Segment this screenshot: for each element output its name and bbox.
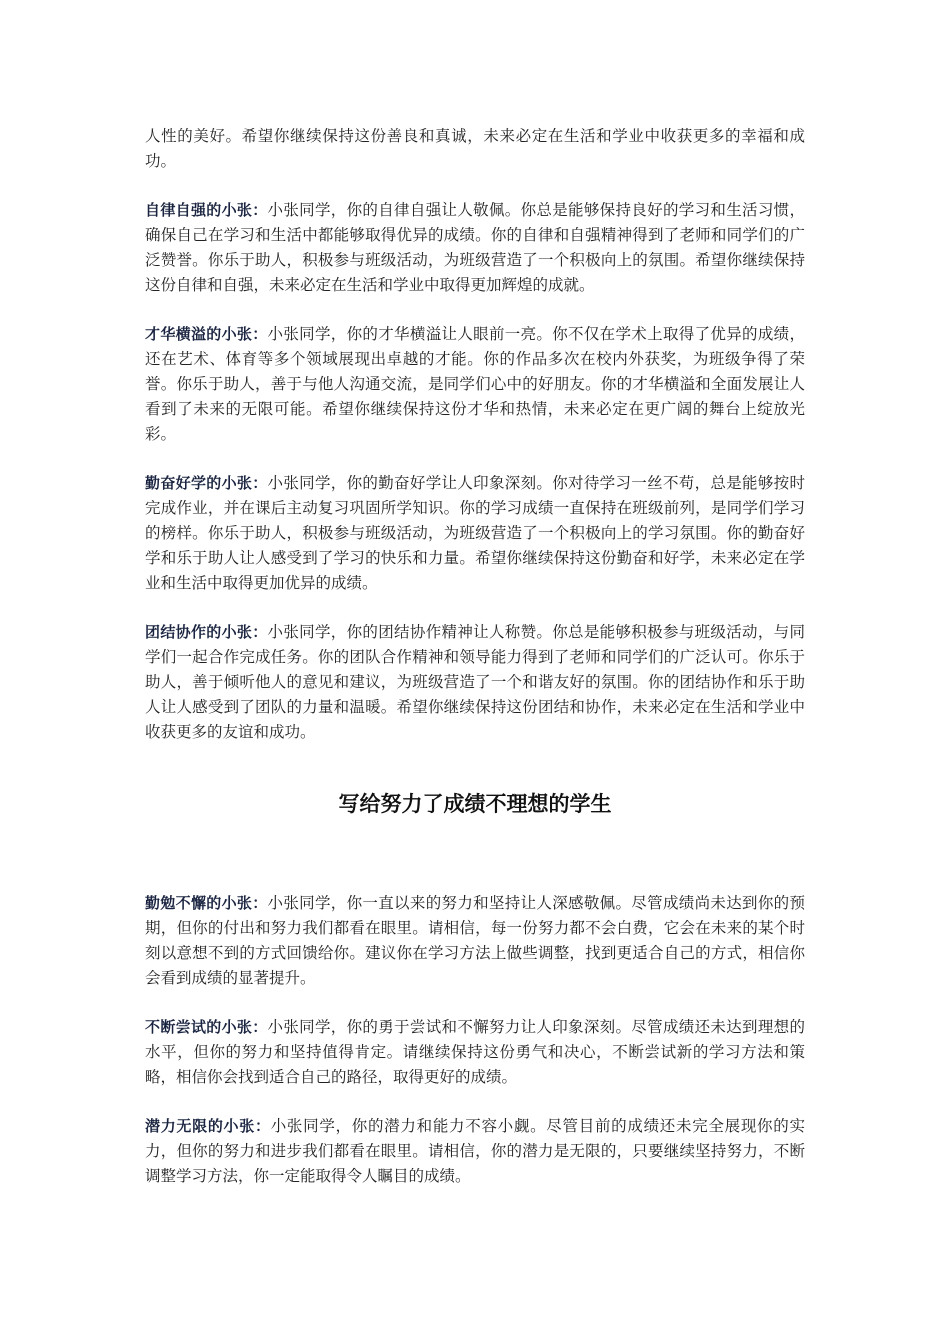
comment-text: 小张同学，你的勇于尝试和不懈努力让人印象深刻。尽管成绩还未达到理想的水平，但你的努力和坚持值得肯定。请继续保持这份勇气和决心，不断尝试新的学习方法和策略，相信你会找到适合自己的路径，取得更好的成绩。 (145, 1018, 805, 1086)
section-title: 写给努力了成绩不理想的学生 (338, 792, 612, 816)
comment-text: 小张同学，你的才华横溢让人眼前一亮。你不仅在学术上取得了优异的成绩，还在艺术、体育等多个领域展现出卓越的才能。你的作品多次在校内外获奖，为班级争得了荣誉。你乐于助人，善于与他人沟通交流，是同学们心中的好朋友。你的才华横溢和全面发展让人看到了未来的无限可能。希望你继续保持这份才华和热情，未来必定在更广阔的舞台上绽放光彩。 (145, 325, 805, 443)
comment-paragraph (145, 620, 805, 745)
comment-paragraph (145, 1114, 805, 1189)
comment-label: 勤奋好学的小张： (145, 474, 268, 492)
comment-text: 小张同学，你的勤奋好学让人印象深刻。你对待学习一丝不苟，总是能够按时完成作业，并在课后主动复习巩固所学知识。你的学习成绩一直保持在班级前列，是同学们学习的榜样。你乐于助人，积极参与班级活动，为班级营造了一个积极向上的学习氛围。你的勤奋好学和乐于助人让人感受到了学习的快乐和力量。希望你继续保持这份勤奋和好学，未来必定在学业和生活中取得更加优异的成绩。 (145, 474, 805, 592)
comment-paragraph (145, 471, 805, 596)
comment-text: 小张同学，你的自律自强让人敬佩。你总是能够保持良好的学习和生活习惯，确保自己在学习和生活中都能够取得优异的成绩。你的自律和自强精神得到了老师和同学们的广泛赞誉。你乐于助人，积极参与班级活动，为班级营造了一个积极向上的氛围。希望你继续保持这份自律和自强，未来必定在生活和学业中取得更加辉煌的成就。 (145, 201, 805, 294)
comment-paragraph (145, 322, 805, 447)
comment-label: 勤勉不懈的小张： (145, 894, 268, 912)
intro-paragraph: 人性的美好。希望你继续保持这份善良和真诚，未来必定在生活和学业中收获更多的幸福和成功。 (145, 127, 805, 170)
comment-paragraph (145, 198, 805, 298)
document-page (145, 124, 805, 1213)
comment-label: 自律自强的小张： (145, 201, 268, 219)
comment-paragraph (145, 1015, 805, 1090)
comment-text: 小张同学，你的潜力和能力不容小觑。尽管目前的成绩还未完全展现你的实力，但你的努力和进步我们都看在眼里。请相信，你的潜力是无限的，只要继续坚持努力，不断调整学习方法，你一定能取得令人瞩目的成绩。 (145, 1117, 805, 1185)
comment-label: 不断尝试的小张： (145, 1018, 268, 1036)
comment-text: 小张同学，你一直以来的努力和坚持让人深感敬佩。尽管成绩尚未达到你的预期，但你的付出和努力我们都看在眼里。请相信，每一份努力都不会白费，它会在未来的某个时刻以意想不到的方式回馈给你。建议你在学习方法上做些调整，找到更适合自己的方式，相信你会看到成绩的显著提升。 (145, 894, 805, 987)
comment-label: 才华横溢的小张： (145, 325, 268, 343)
comment-paragraph (145, 891, 805, 991)
comment-label: 团结协作的小张： (145, 623, 268, 641)
comment-text: 小张同学，你的团结协作精神让人称赞。你总是能够积极参与班级活动，与同学们一起合作完成任务。你的团队合作精神和领导能力得到了老师和同学们的广泛认可。你乐于助人，善于倾听他人的意见和建议，为班级营造了一个和谐友好的氛围。你的团结协作和乐于助人让人感受到了团队的力量和温暖。希望你继续保持这份团结和协作，未来必定在生活和学业中收获更多的友谊和成功。 (145, 623, 805, 741)
comment-label: 潜力无限的小张： (145, 1117, 271, 1135)
